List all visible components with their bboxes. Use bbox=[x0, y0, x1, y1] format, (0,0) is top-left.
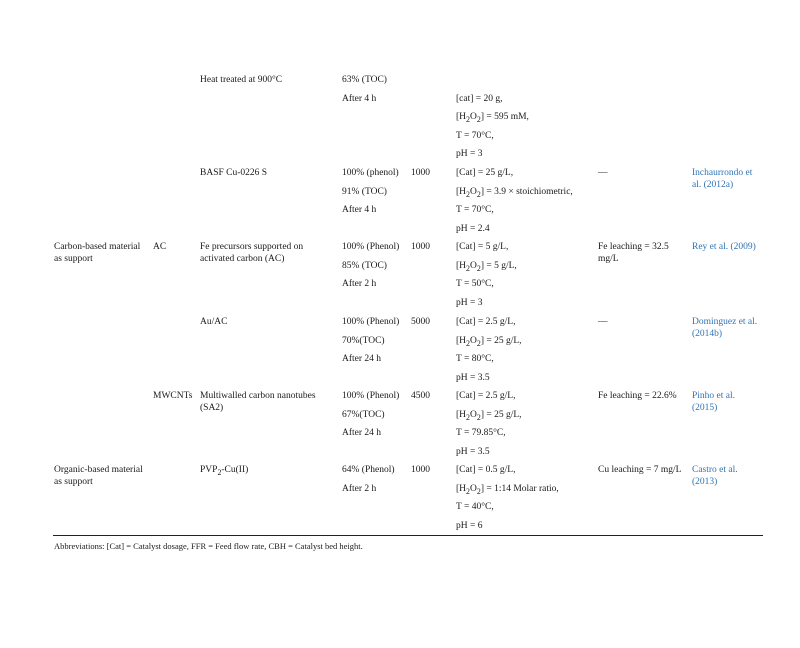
cell-removal-line: 67%(TOC) bbox=[342, 409, 385, 420]
cell-condition-line: T = 70°C, bbox=[456, 130, 494, 141]
cell-catalyst: Au/AC bbox=[200, 317, 228, 327]
cell-removal-line: 85% (TOC) bbox=[342, 260, 387, 271]
cell-leaching: Cu leaching = 7 mg/L bbox=[598, 465, 682, 475]
cell-condition-line: $[H_2O_2] = 25$ g/L, bbox=[456, 335, 522, 348]
cell-condition-line: [Cat] = 2.5 g/L, bbox=[456, 317, 516, 327]
cell-material: Carbon-based material as support bbox=[54, 242, 141, 264]
cell-reference-link[interactable]: Castro et al. (2013) bbox=[692, 465, 738, 487]
cell-support-type: AC bbox=[153, 242, 167, 252]
cell-condition-line: pH = 3 bbox=[456, 297, 483, 308]
cell-removal-line: After 24 h bbox=[342, 428, 382, 438]
table-bottom-rule bbox=[53, 535, 763, 536]
cell-condition-line: pH = 6 bbox=[456, 520, 483, 531]
cell-removal-line: After 24 h bbox=[342, 354, 382, 364]
cell-condition-line: $[H_2O_2] = 25$ g/L, bbox=[456, 409, 522, 422]
cell-condition-line: T = 50°C, bbox=[456, 279, 494, 289]
cell-support-type: MWCNTs bbox=[153, 391, 193, 401]
cell-leaching: Fe leaching = 32.5 mg/L bbox=[598, 242, 669, 264]
cell-condition-line: pH = 2.4 bbox=[456, 223, 490, 234]
cell-rpm: 1000 bbox=[411, 465, 430, 475]
cell-removal-line: 100% (Phenol) bbox=[342, 391, 400, 401]
cell-material: Organic-based material as support bbox=[54, 465, 143, 487]
cell-removal-line: 100% (phenol) bbox=[342, 168, 399, 178]
table-footnote: Abbreviations: [Cat] = Catalyst dosage, FFR = Feed flow rate, CBH = Catalyst bed height. bbox=[54, 541, 363, 551]
cell-condition-line: [Cat] = 2.5 g/L, bbox=[456, 391, 516, 401]
cell-condition-line: T = 80°C, bbox=[456, 354, 494, 364]
cell-reference-link[interactable]: Pinho et al. (2015) bbox=[692, 391, 736, 413]
cell-catalyst: Heat treated at 900°C bbox=[200, 75, 283, 85]
cell-condition-line: [Cat] = 25 g/L, bbox=[456, 168, 514, 178]
cell-removal-line: After 2 h bbox=[342, 483, 377, 494]
cell-condition-line: $[H_2O_2] = 595$ mM, bbox=[456, 112, 529, 124]
cell-reference-link[interactable]: Dominguez et al. (2014b) bbox=[692, 317, 758, 339]
cell-condition-line: [Cat] = 0.5 g/L, bbox=[456, 465, 516, 475]
cell-rpm: 5000 bbox=[411, 317, 430, 327]
cell-condition-line: pH = 3.5 bbox=[456, 446, 490, 457]
cell-condition-line: [cat] = 20 g, bbox=[456, 93, 503, 104]
cell-catalyst: Multiwalled carbon nanotubes (SA2) bbox=[200, 391, 316, 413]
cell-catalyst: $PVP_2-Cu(II)$ bbox=[200, 465, 249, 477]
cell-condition-line: pH = 3 bbox=[456, 149, 483, 159]
cell-removal-line: 91% (TOC) bbox=[342, 186, 387, 197]
cell-reference-link[interactable]: Inchaurrondo et al. (2012a) bbox=[692, 168, 753, 190]
cell-catalyst: Fe precursors supported on activated carbon (AC) bbox=[200, 242, 304, 264]
cell-condition-line: [Cat] = 5 g/L, bbox=[456, 242, 509, 252]
cell-removal-line: 100% (Phenol) bbox=[342, 242, 400, 252]
cell-removal-line: After 4 h bbox=[342, 93, 377, 104]
cell-removal-line: After 4 h bbox=[342, 205, 377, 215]
cell-removal-line: 70%(TOC) bbox=[342, 335, 385, 346]
cell-rpm: 1000 bbox=[411, 168, 430, 178]
cell-condition-line: T = 70°C, bbox=[456, 205, 494, 215]
cell-condition-line: T = 79.85°C, bbox=[456, 428, 506, 438]
cell-condition-line: $[H_2O_2] = 3.9$ × stoichiometric, bbox=[456, 186, 573, 199]
cell-condition-line: $[H_2O_2]$ = 1:14 Molar ratio, bbox=[456, 483, 559, 496]
cell-condition-line: pH = 3.5 bbox=[456, 372, 490, 383]
cell-removal-line: 100% (Phenol) bbox=[342, 317, 400, 327]
cell-removal-line: 64% (Phenol) bbox=[342, 465, 395, 475]
cell-leaching: Fe leaching = 22.6% bbox=[598, 391, 677, 401]
cell-removal-line: 63% (TOC) bbox=[342, 75, 387, 85]
cell-reference-link[interactable]: Rey et al. (2009) bbox=[692, 242, 756, 252]
cell-rpm: 4500 bbox=[411, 391, 430, 401]
cell-leaching: — bbox=[598, 317, 608, 327]
cell-rpm: 1000 bbox=[411, 242, 430, 252]
cell-condition-line: $[H_2O_2] = 5$ g/L, bbox=[456, 260, 517, 273]
cell-leaching: — bbox=[598, 168, 608, 178]
cell-condition-line: T = 40°C, bbox=[456, 502, 494, 512]
cell-catalyst: BASF Cu-0226 S bbox=[200, 168, 268, 178]
cell-removal-line: After 2 h bbox=[342, 279, 377, 289]
